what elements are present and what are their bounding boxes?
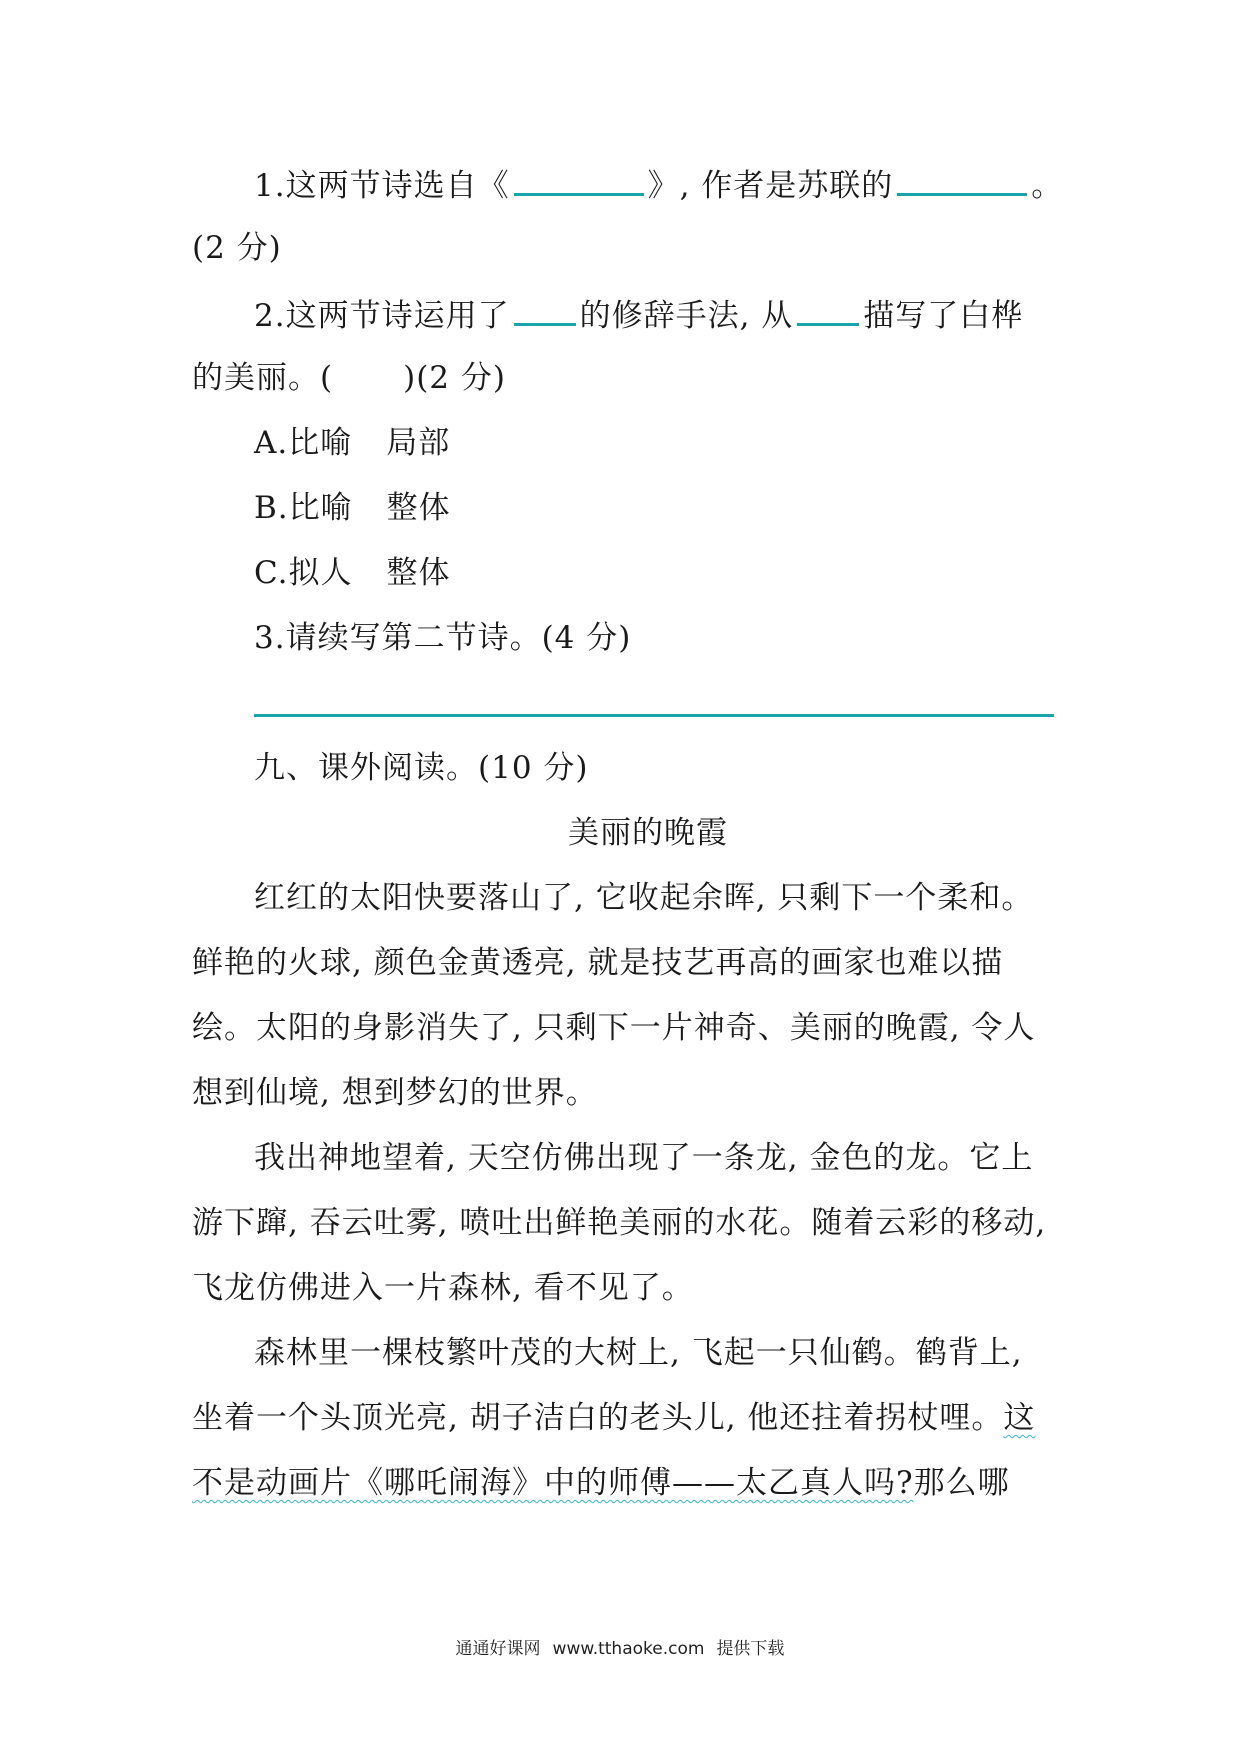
q2-line2-text: 的美丽。( (192, 360, 334, 396)
q1-text-end: 。 (1031, 168, 1064, 204)
option-text-a: 比喻 (288, 425, 353, 461)
passage-line (192, 1398, 1035, 1438)
q2-text-end: 描写了白桦 (863, 298, 1024, 334)
passage-line: 飞龙仿佛进入一片森林, 看不见了。 (192, 1270, 694, 1306)
q1-line (254, 163, 1063, 206)
option-text-b: 整体 (386, 490, 451, 526)
option-b[interactable] (254, 488, 451, 528)
passage-title: 美丽的晚霞 (568, 815, 728, 851)
q2-line2 (192, 358, 506, 398)
section9-heading: 九、课外阅读。(10 分) (254, 750, 589, 786)
option-letter: A. (254, 425, 289, 461)
passage-line (192, 1463, 1010, 1503)
q2-blank-aspect[interactable] (797, 293, 859, 326)
passage-text: 坐着一个头顶光亮, 胡子洁白的老头儿, 他还拄着拐杖哩。 (192, 1400, 1004, 1436)
passage-line: 鲜艳的火球, 颜色金黄透亮, 就是技艺再高的画家也难以描 (192, 945, 1004, 981)
passage-text: 那么哪 (913, 1465, 1010, 1501)
q1-blank-source[interactable] (514, 163, 644, 196)
q1-text-mid: 》, 作者是苏联的 (647, 168, 894, 204)
wavy-underlined-text: 这 (1003, 1400, 1036, 1436)
q1-score: (2 分) (192, 230, 282, 266)
q1-text-pre: 1.这两节诗选自《 (254, 168, 510, 204)
passage-line: 绘。太阳的身影消失了, 只剩下一片神奇、美丽的晚霞, 令人 (192, 1010, 1036, 1046)
q2-line (254, 293, 1023, 336)
option-c[interactable] (254, 553, 450, 593)
q3-line: 3.请续写第二节诗。(4 分) (254, 620, 632, 656)
option-text-b: 局部 (386, 425, 451, 461)
q1-blank-author[interactable] (897, 163, 1027, 196)
passage-line: 我出神地望着, 天空仿佛出现了一条龙, 金色的龙。它上 (254, 1140, 1034, 1176)
option-letter: B. (254, 490, 289, 526)
footer-note: 提供下载 (716, 1639, 785, 1659)
option-a[interactable] (254, 423, 450, 463)
footer-url[interactable]: www.tthaoke.com (552, 1639, 705, 1659)
q2-blank-device[interactable] (514, 293, 576, 326)
option-text-b: 整体 (386, 555, 451, 591)
footer-site: 通通好课网 (455, 1639, 541, 1659)
wavy-underlined-text: 不是动画片《哪吒闹海》中的师傅——太乙真人吗? (192, 1465, 914, 1501)
passage-line: 想到仙境, 想到梦幻的世界。 (192, 1075, 598, 1111)
option-text-a: 比喻 (288, 490, 353, 526)
option-text-a: 拟人 (288, 555, 353, 591)
passage-line: 森林里一棵枝繁叶茂的大树上, 飞起一只仙鹤。鹤背上, (254, 1335, 1023, 1371)
page-footer (0, 1634, 1240, 1659)
q3-answer-line[interactable] (254, 714, 1054, 717)
passage-line: 红红的太阳快要落山了, 它收起余晖, 只剩下一个柔和。 (254, 880, 1034, 916)
q2-text-pre: 2.这两节诗运用了 (254, 298, 510, 334)
passage-line: 游下蹿, 吞云吐雾, 喷吐出鲜艳美丽的水花。随着云彩的移动, (192, 1205, 1047, 1241)
q2-text-mid: 的修辞手法, 从 (579, 298, 794, 334)
option-letter: C. (254, 555, 289, 591)
q2-line2-score: )(2 分) (403, 360, 506, 396)
